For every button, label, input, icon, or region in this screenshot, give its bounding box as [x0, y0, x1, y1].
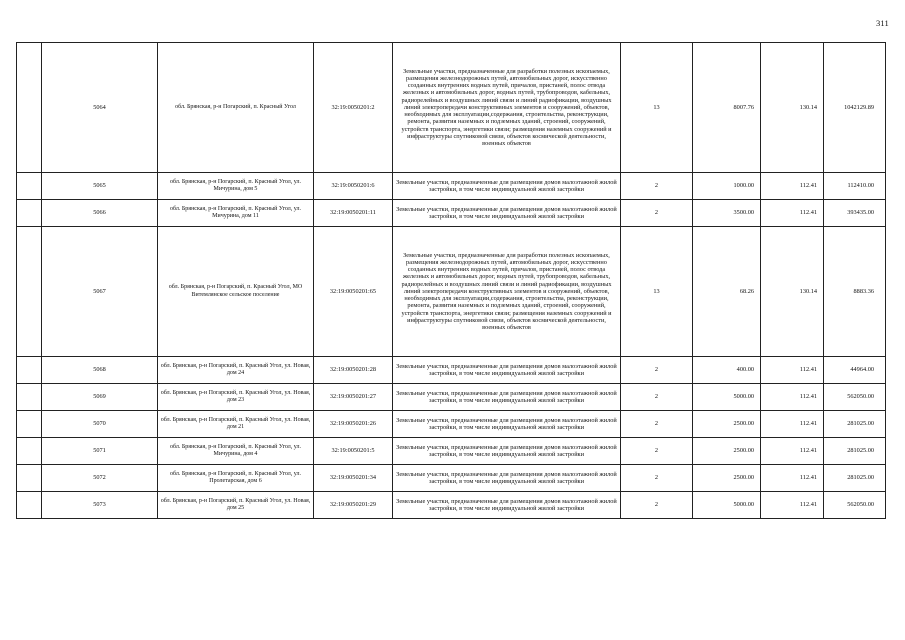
- rate-cell: 112.41: [761, 438, 824, 465]
- rate-cell: 130.14: [761, 227, 824, 357]
- row-number: 5065: [42, 173, 158, 200]
- cadastral-value-cell: 281025.00: [824, 411, 886, 438]
- cadastral-value-cell: 562050.00: [824, 492, 886, 519]
- cadastral-number-cell: 32:19:0050201:6: [314, 173, 393, 200]
- empty-cell: [17, 173, 42, 200]
- address-cell: обл. Брянская, р-н Погарский, п. Красный Угол, ул. Мичурина, дом 4: [158, 438, 314, 465]
- rate-cell: 112.41: [761, 357, 824, 384]
- table-row: [17, 200, 886, 227]
- row-number: 5069: [42, 384, 158, 411]
- group-cell: 2: [621, 357, 693, 384]
- empty-cell: [17, 200, 42, 227]
- row-number: 5067: [42, 227, 158, 357]
- group-cell: 2: [621, 465, 693, 492]
- purpose-cell: Земельные участки, предназначенные для размещения домов малоэтажной жилой застройки, в том числе индивидуальной жилой застройки: [393, 384, 621, 411]
- address-cell: обл. Брянская, р-н Погарский, п. Красный Угол, ул. Новая, дом 25: [158, 492, 314, 519]
- cadastral-value-cell: 112410.00: [824, 173, 886, 200]
- rate-cell: 112.41: [761, 492, 824, 519]
- group-cell: 2: [621, 492, 693, 519]
- empty-cell: [17, 438, 42, 465]
- cadastral-value-table: [16, 42, 886, 519]
- table-row: [17, 43, 886, 173]
- empty-cell: [17, 384, 42, 411]
- row-number: 5068: [42, 357, 158, 384]
- address-cell: обл. Брянская, р-н Погарский, п. Красный Угол, ул. Новая, дом 23: [158, 384, 314, 411]
- address-cell: обл. Брянская, р-н Погарский, п. Красный Угол, ул. Новая, дом 24: [158, 357, 314, 384]
- table-row: [17, 492, 886, 519]
- purpose-cell: Земельные участки, предназначенные для размещения домов малоэтажной жилой застройки, в том числе индивидуальной жилой застройки: [393, 200, 621, 227]
- cadastral-number-cell: 32:19:0050201:34: [314, 465, 393, 492]
- cadastral-value-cell: 1042129.89: [824, 43, 886, 173]
- table-row: [17, 173, 886, 200]
- row-number: 5072: [42, 465, 158, 492]
- cadastral-value-cell: 393435.00: [824, 200, 886, 227]
- purpose-cell: Земельные участки, предназначенные для разработки полезных ископаемых, размещения железнодорожных путей, автомобильных дорог, искусственно созданных внутренних водных путей, причалов, пристаней, полос отвода железных и автомобильных дорог, водных путей, трубопроводов, кабельных, радиорелейных и воздушных линий связи и линий радиофикации, воздушных линий электропередачи конструктивных элементов и сооружений, объектов, необходимых для эксплуатации,содержания, строительства, реконструкции, ремонта, развития наземных и подземных зданий, строений, сооружений, устройств транспорта, энергетики связи; размещения наземных сооружений и инфраструктуры спутниковой связи, объектов космической деятельности, военных объектов: [393, 43, 621, 173]
- purpose-cell: Земельные участки, предназначенные для размещения домов малоэтажной жилой застройки, в том числе индивидуальной жилой застройки: [393, 411, 621, 438]
- empty-cell: [17, 492, 42, 519]
- empty-cell: [17, 465, 42, 492]
- empty-cell: [17, 357, 42, 384]
- row-number: 5070: [42, 411, 158, 438]
- group-cell: 2: [621, 200, 693, 227]
- group-cell: 2: [621, 438, 693, 465]
- table-row: [17, 411, 886, 438]
- purpose-cell: Земельные участки, предназначенные для размещения домов малоэтажной жилой застройки, в том числе индивидуальной жилой застройки: [393, 357, 621, 384]
- cadastral-value-cell: 562050.00: [824, 384, 886, 411]
- empty-cell: [17, 227, 42, 357]
- group-cell: 13: [621, 227, 693, 357]
- table-row: [17, 357, 886, 384]
- row-number: 5064: [42, 43, 158, 173]
- empty-cell: [17, 43, 42, 173]
- area-cell: 2500.00: [693, 411, 761, 438]
- table-row: [17, 465, 886, 492]
- cadastral-number-cell: 32:19:0050201:65: [314, 227, 393, 357]
- cadastral-value-cell: 281025.00: [824, 438, 886, 465]
- cadastral-number-cell: 32:19:0050201:11: [314, 200, 393, 227]
- page-number: 311: [875, 18, 889, 28]
- area-cell: 5000.00: [693, 492, 761, 519]
- area-cell: 2500.00: [693, 438, 761, 465]
- area-cell: 8007.76: [693, 43, 761, 173]
- purpose-cell: Земельные участки, предназначенные для размещения домов малоэтажной жилой застройки, в том числе индивидуальной жилой застройки: [393, 438, 621, 465]
- group-cell: 2: [621, 173, 693, 200]
- cadastral-number-cell: 32:19:0050201:29: [314, 492, 393, 519]
- purpose-cell: Земельные участки, предназначенные для размещения домов малоэтажной жилой застройки, в том числе индивидуальной жилой застройки: [393, 492, 621, 519]
- row-number: 5066: [42, 200, 158, 227]
- area-cell: 3500.00: [693, 200, 761, 227]
- area-cell: 68.26: [693, 227, 761, 357]
- purpose-cell: Земельные участки, предназначенные для размещения домов малоэтажной жилой застройки, в том числе индивидуальной жилой застройки: [393, 173, 621, 200]
- area-cell: 2500.00: [693, 465, 761, 492]
- table-body: [17, 43, 886, 519]
- cadastral-number-cell: 32:19:0050201:26: [314, 411, 393, 438]
- table-row: [17, 227, 886, 357]
- cadastral-value-cell: 44964.00: [824, 357, 886, 384]
- cadastral-number-cell: 32:19:0050201:2: [314, 43, 393, 173]
- rate-cell: 130.14: [761, 43, 824, 173]
- purpose-cell: Земельные участки, предназначенные для разработки полезных ископаемых, размещения железнодорожных путей, автомобильных дорог, искусственно созданных внутренних водных путей, причалов, пристаней, полос отвода железных и автомобильных дорог, водных путей, трубопроводов, кабельных, радиорелейных и воздушных линий связи и линий радиофикации, воздушных линий электропередачи конструктивных элементов и сооружений, объектов, необходимых для эксплуатации,содержания, строительства, реконструкции, ремонта, развития наземных и подземных зданий, строений, сооружений, устройств транспорта, энергетики связи; размещения наземных сооружений и инфраструктуры спутниковой связи, объектов космической деятельности, военных объектов: [393, 227, 621, 357]
- row-number: 5073: [42, 492, 158, 519]
- area-cell: 5000.00: [693, 384, 761, 411]
- address-cell: обл. Брянская, р-н Погарский, п. Красный Угол, ул. Новая, дом 21: [158, 411, 314, 438]
- address-cell: обл. Брянская, р-н Погарский, п. Красный Угол, МО Витемлянское сельское поселение: [158, 227, 314, 357]
- rate-cell: 112.41: [761, 173, 824, 200]
- cadastral-value-cell: 8883.36: [824, 227, 886, 357]
- cadastral-number-cell: 32:19:0050201:28: [314, 357, 393, 384]
- address-cell: обл. Брянская, р-н Погарский, п. Красный Угол: [158, 43, 314, 173]
- empty-cell: [17, 411, 42, 438]
- rate-cell: 112.41: [761, 411, 824, 438]
- table-row: [17, 438, 886, 465]
- rate-cell: 112.41: [761, 200, 824, 227]
- row-number: 5071: [42, 438, 158, 465]
- table-row: [17, 384, 886, 411]
- address-cell: обл. Брянская, р-н Погарский, п. Красный Угол, ул. Мичурина, дом 5: [158, 173, 314, 200]
- cadastral-number-cell: 32:19:0050201:5: [314, 438, 393, 465]
- group-cell: 2: [621, 384, 693, 411]
- area-cell: 400.00: [693, 357, 761, 384]
- group-cell: 2: [621, 411, 693, 438]
- purpose-cell: Земельные участки, предназначенные для размещения домов малоэтажной жилой застройки, в том числе индивидуальной жилой застройки: [393, 465, 621, 492]
- address-cell: обл. Брянская, р-н Погарский, п. Красный Угол, ул. Пролетарская, дом 6: [158, 465, 314, 492]
- cadastral-number-cell: 32:19:0050201:27: [314, 384, 393, 411]
- rate-cell: 112.41: [761, 384, 824, 411]
- cadastral-value-cell: 281025.00: [824, 465, 886, 492]
- group-cell: 13: [621, 43, 693, 173]
- area-cell: 1000.00: [693, 173, 761, 200]
- address-cell: обл. Брянская, р-н Погарский, п. Красный Угол, ул. Мичурина, дом 11: [158, 200, 314, 227]
- rate-cell: 112.41: [761, 465, 824, 492]
